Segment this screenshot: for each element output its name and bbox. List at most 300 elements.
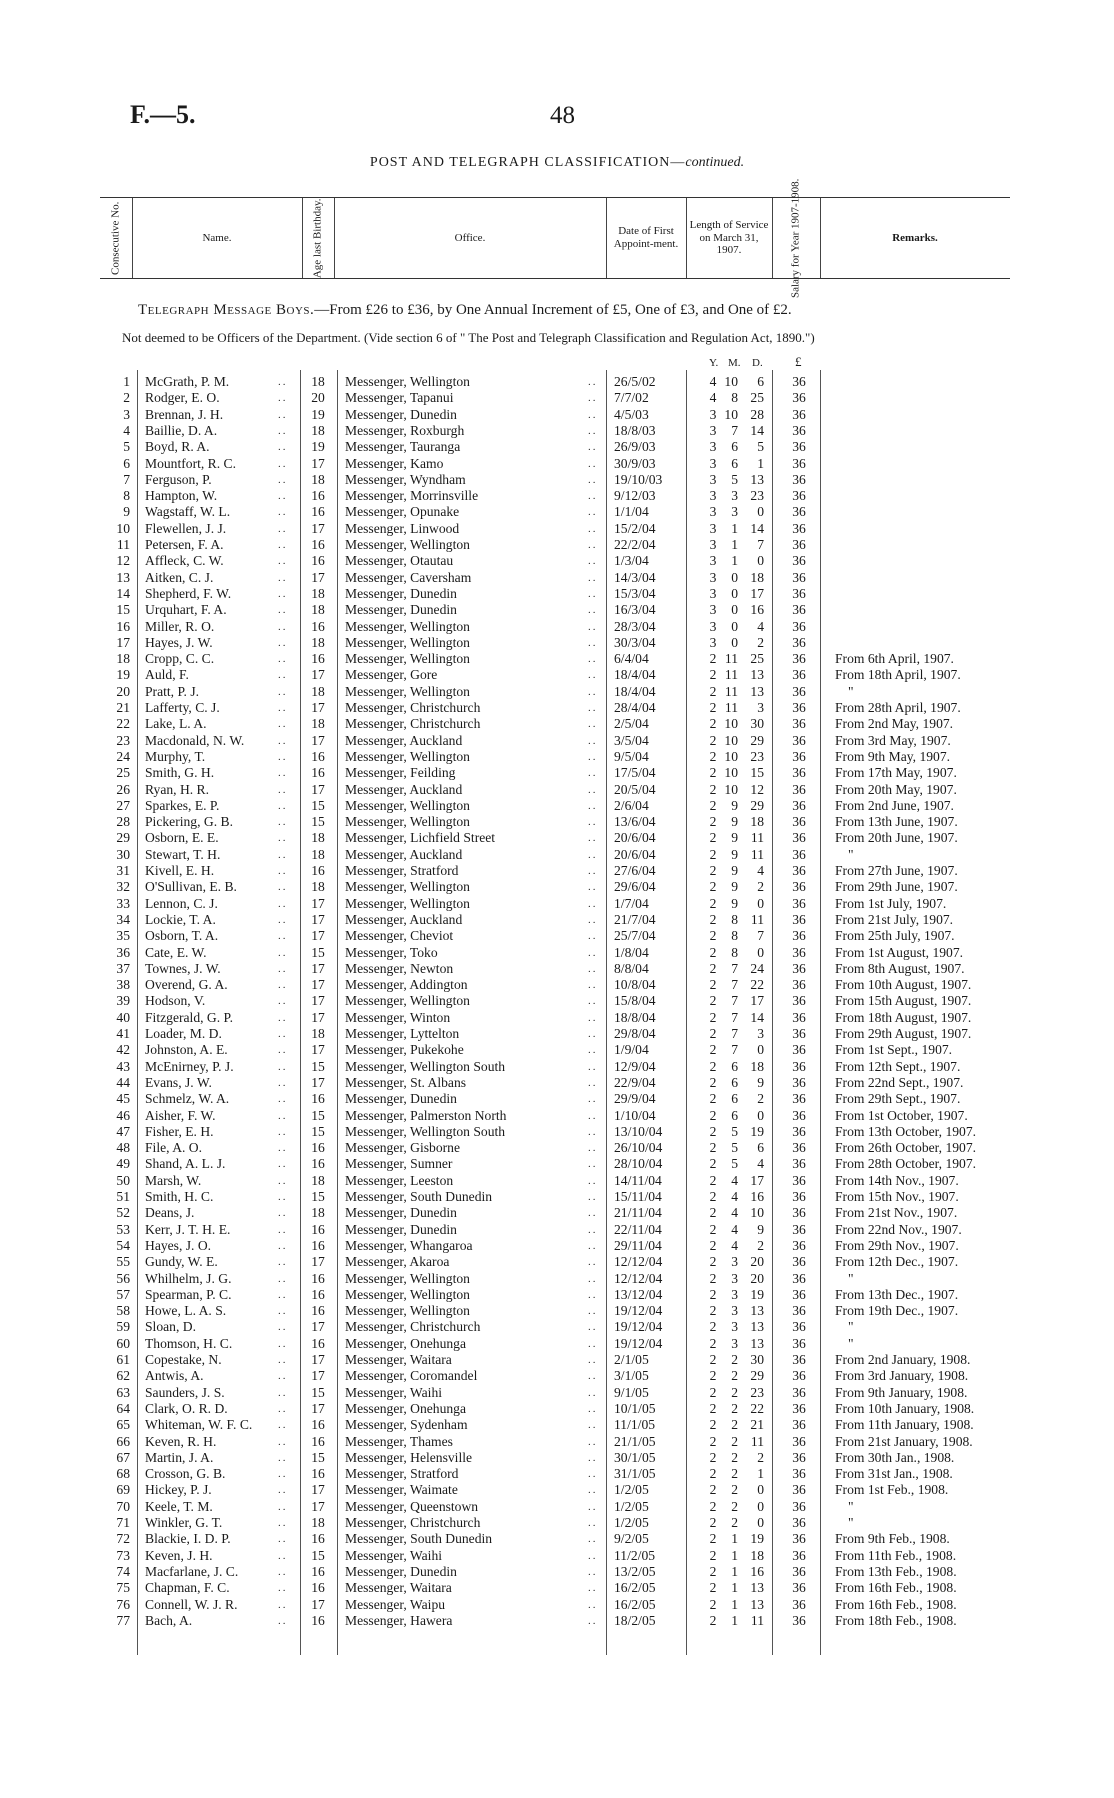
leader-dots: ..: [588, 1207, 598, 1220]
row-days: 19: [750, 1531, 764, 1547]
row-office: Messenger, Tauranga: [345, 439, 461, 455]
row-name: Winkler, G. T.: [145, 1515, 223, 1530]
row-age: 15: [311, 1058, 325, 1074]
row-age: 15: [311, 1384, 325, 1400]
row-remarks: From 22nd Nov., 1907.: [835, 1221, 962, 1237]
row-date: 20/6/04: [614, 830, 656, 846]
row-date: 1/7/04: [614, 895, 649, 911]
row-salary: 36: [792, 830, 806, 846]
table-row: [0, 1417, 1114, 1433]
row-days: 13: [750, 1303, 764, 1319]
row-office: Messenger, Dunedin: [345, 602, 457, 618]
row-office: Messenger, Wellington: [345, 797, 470, 813]
row-office: Messenger, Gore: [345, 667, 438, 683]
row-office: Messenger, Sydenham: [345, 1417, 468, 1433]
row-office: Messenger, Akaroa: [345, 1254, 450, 1270]
row-name: Sparkes, E. P.: [145, 797, 220, 813]
row-name: Murphy, T.: [145, 748, 206, 764]
row-age: 17: [311, 1498, 325, 1514]
row-number: 31: [116, 863, 130, 878]
row-number: 27: [116, 797, 130, 813]
table-row: [0, 456, 1114, 472]
table-row: [0, 1531, 1114, 1547]
row-salary: 36: [792, 1368, 806, 1384]
row-name: Hickey, P. J.: [145, 1482, 212, 1498]
row-office: Messenger, Gisborne: [345, 1140, 460, 1156]
row-salary: 36: [792, 553, 806, 569]
row-remarks: From 21st Nov., 1907.: [835, 1205, 958, 1221]
row-months: 2: [731, 1449, 738, 1465]
row-office: Messenger, Dunedin: [345, 406, 457, 422]
row-number: 26: [116, 781, 130, 797]
leader-dots: ..: [588, 653, 598, 666]
row-office: Messenger, South Dunedin: [345, 1189, 493, 1204]
table-row: [0, 570, 1114, 586]
row-days: 20: [750, 1270, 764, 1286]
row-age: 17: [311, 1009, 325, 1025]
leader-dots: ..: [588, 1093, 598, 1106]
row-office: Messenger, Roxburgh: [345, 422, 465, 438]
row-date: 30/9/03: [614, 455, 656, 471]
row-salary: 36: [792, 1091, 806, 1107]
leader-dots: ..: [278, 1109, 288, 1122]
row-years: 2: [709, 1156, 717, 1172]
row-age: 17: [311, 911, 325, 927]
row-age: 18: [311, 846, 325, 862]
column-header-name: Name.: [202, 231, 232, 244]
row-office: Messenger, Tapanui: [345, 390, 454, 406]
row-salary: 36: [792, 1596, 806, 1612]
row-date: 1/2/05: [614, 1482, 649, 1498]
row-remarks: From 28th October, 1907.: [835, 1156, 977, 1172]
row-months: 1: [731, 1547, 738, 1563]
row-months: 7: [731, 993, 738, 1009]
row-salary: 36: [792, 1237, 806, 1253]
row-office: Messenger, Dunedin: [345, 1205, 457, 1221]
row-years: 3: [709, 439, 717, 455]
row-age: 15: [311, 944, 325, 960]
row-name: Osborn, E. E.: [145, 830, 219, 846]
section-heading-detail: —From £26 to £36, by One Annual Increment of £5, One of £3, and One of £2.: [314, 302, 792, 318]
table-row: [0, 1254, 1114, 1270]
leader-dots: ..: [278, 979, 288, 992]
unit-months: M.: [728, 357, 741, 369]
row-months: 5: [731, 1156, 738, 1172]
row-months: 8: [731, 911, 738, 927]
row-days: 25: [750, 390, 764, 406]
leader-dots: ..: [588, 832, 598, 845]
row-days: 2: [757, 1237, 764, 1253]
leader-dots: ..: [278, 1500, 288, 1513]
row-office: Messenger, Auckland: [345, 911, 463, 927]
row-name: Cate, E. W.: [145, 944, 207, 960]
row-days: 13: [750, 1580, 764, 1596]
row-salary: 36: [792, 1172, 806, 1188]
row-age: 17: [311, 977, 325, 993]
row-date: 20/6/04: [614, 846, 656, 862]
leader-dots: ..: [588, 1419, 598, 1432]
row-years: 2: [709, 1563, 717, 1579]
row-months: 1: [731, 1580, 738, 1596]
row-salary: 36: [792, 1580, 806, 1596]
row-days: 29: [750, 797, 764, 813]
leader-dots: ..: [588, 1125, 598, 1138]
row-days: 13: [750, 667, 764, 683]
leader-dots: ..: [278, 408, 288, 421]
leader-dots: ..: [278, 1354, 288, 1366]
table-row: [0, 1238, 1114, 1254]
row-number: 52: [116, 1205, 130, 1221]
row-age: 16: [311, 1335, 325, 1351]
row-name: Schmelz, W. A.: [145, 1091, 230, 1107]
row-date: 2/5/04: [614, 716, 649, 732]
row-days: 4: [757, 1156, 764, 1172]
row-months: 2: [731, 1498, 738, 1514]
row-number: 22: [116, 716, 130, 732]
row-days: 2: [757, 1091, 764, 1107]
row-age: 16: [311, 765, 325, 781]
row-date: 12/9/04: [614, 1058, 656, 1074]
row-age: 16: [311, 488, 325, 504]
leader-dots: ..: [588, 1500, 598, 1513]
row-remarks: From 29th Sept., 1907.: [835, 1091, 961, 1107]
row-years: 2: [709, 1221, 717, 1237]
row-remarks: From 11th Feb., 1908.: [835, 1547, 957, 1563]
row-name: Marsh, W.: [145, 1172, 202, 1188]
row-months: 3: [731, 1286, 738, 1302]
row-months: 3: [731, 1254, 738, 1270]
row-days: 11: [750, 830, 764, 846]
row-office: Messenger, Lichfield Street: [345, 830, 496, 846]
row-months: 5: [731, 1140, 738, 1156]
leader-dots: ..: [278, 1582, 288, 1595]
table-row: [0, 1515, 1114, 1531]
row-office: Messenger, Lyttelton: [345, 1026, 460, 1041]
row-days: 22: [750, 977, 764, 993]
row-name: Fisher, E. H.: [145, 1123, 214, 1139]
row-number: 66: [116, 1433, 130, 1449]
row-office: Messenger, Newton: [345, 960, 454, 976]
row-number: 58: [116, 1303, 130, 1319]
row-date: 17/5/04: [614, 765, 656, 781]
row-age: 16: [311, 1270, 325, 1286]
table-row: [0, 1042, 1114, 1058]
row-salary: 36: [792, 1531, 806, 1547]
row-years: 2: [709, 1580, 717, 1596]
row-date: 3/5/04: [614, 732, 649, 748]
leader-dots: ..: [588, 1239, 598, 1252]
row-days: 21: [750, 1417, 764, 1433]
row-office: Messenger, Hawera: [345, 1612, 453, 1628]
row-years: 2: [709, 830, 717, 846]
row-name: Macfarlane, J. C.: [145, 1563, 239, 1579]
row-office: Messenger, Wellington: [345, 814, 470, 830]
row-years: 2: [709, 993, 717, 1009]
row-months: 7: [731, 1009, 738, 1025]
table-row: [0, 1173, 1114, 1189]
table-row: [0, 1303, 1114, 1319]
column-header-age: [302, 198, 334, 278]
row-years: 2: [709, 667, 717, 683]
leader-dots: ..: [278, 783, 288, 796]
row-number: 15: [116, 602, 130, 618]
row-office: Messenger, Waimate: [345, 1482, 458, 1498]
row-number: 72: [116, 1531, 130, 1547]
row-salary: 36: [792, 1205, 806, 1221]
row-remarks: From 20th May, 1907.: [835, 781, 957, 797]
leader-dots: ..: [588, 1435, 598, 1448]
row-age: 17: [311, 1482, 325, 1498]
row-remarks: From 2nd June, 1907.: [835, 797, 954, 813]
table-row: [0, 993, 1114, 1009]
row-age: 17: [311, 1400, 325, 1416]
row-salary: 36: [792, 537, 806, 552]
leader-dots: ..: [278, 1386, 288, 1399]
row-salary: 36: [792, 765, 806, 781]
row-age: 17: [311, 520, 325, 536]
leader-dots: ..: [588, 392, 598, 405]
row-years: 3: [709, 488, 717, 504]
row-remarks: From 2nd May, 1907.: [835, 716, 954, 732]
table-row: [0, 863, 1114, 879]
row-remarks: From 13th Feb., 1908.: [835, 1563, 957, 1579]
row-age: 16: [311, 1417, 325, 1433]
row-name: Kivell, E. H.: [145, 863, 215, 878]
row-months: 11: [724, 651, 738, 667]
table-row: [0, 374, 1114, 390]
row-days: 20: [750, 1254, 764, 1270]
row-name: Keven, J. H.: [145, 1547, 213, 1563]
table-row: [0, 716, 1114, 732]
row-date: 1/10/04: [614, 1107, 656, 1123]
row-days: 29: [750, 732, 764, 748]
row-years: 2: [709, 960, 717, 976]
row-number: 42: [116, 1042, 130, 1058]
row-years: 4: [709, 390, 717, 406]
row-office: Messenger, Pukekohe: [345, 1042, 464, 1058]
row-remarks: From 29th August, 1907.: [835, 1026, 972, 1041]
leader-dots: ..: [278, 1011, 288, 1024]
leader-dots: ..: [588, 539, 598, 551]
leader-dots: ..: [278, 1517, 288, 1529]
row-remarks: From 1st Feb., 1908.: [835, 1482, 949, 1498]
row-number: 7: [123, 471, 130, 487]
leader-dots: ..: [278, 881, 288, 894]
row-salary: 36: [792, 488, 806, 504]
row-days: 9: [757, 1221, 764, 1237]
row-years: 2: [709, 1189, 717, 1204]
row-date: 16/2/05: [614, 1580, 656, 1596]
row-date: 29/11/04: [614, 1237, 662, 1253]
row-age: 18: [311, 634, 325, 650]
row-months: 9: [731, 797, 738, 813]
leader-dots: ..: [278, 734, 288, 747]
row-office: Messenger, Thames: [345, 1433, 453, 1449]
row-number: 68: [116, 1466, 130, 1482]
row-number: 20: [116, 683, 130, 699]
row-office: Messenger, Opunake: [345, 504, 460, 520]
row-salary: 36: [792, 374, 806, 389]
row-date: 30/1/05: [614, 1449, 656, 1465]
leader-dots: ..: [588, 473, 598, 486]
row-age: 16: [311, 504, 325, 520]
row-office: Messenger, St. Albans: [345, 1074, 467, 1090]
row-years: 2: [709, 846, 717, 862]
leader-dots: ..: [278, 1044, 288, 1057]
row-name: Urquhart, F. A.: [145, 602, 227, 618]
row-years: 2: [709, 1498, 717, 1514]
row-months: 3: [731, 504, 738, 520]
row-salary: 36: [792, 1449, 806, 1465]
row-remarks: From 13th October, 1907.: [835, 1123, 977, 1139]
leader-dots: ..: [278, 1451, 288, 1464]
row-office: Messenger, Waipu: [345, 1596, 446, 1612]
row-number: 73: [116, 1547, 130, 1563]
row-office: Messenger, Wellington: [345, 374, 470, 389]
row-months: 9: [731, 863, 738, 878]
row-number: 47: [116, 1123, 130, 1139]
leader-dots: ..: [588, 1060, 598, 1073]
row-days: 2: [757, 879, 764, 895]
row-age: 17: [311, 1042, 325, 1058]
row-office: Messenger, Wellington: [345, 537, 470, 552]
row-months: 10: [724, 716, 738, 732]
row-days: 12: [750, 781, 764, 797]
row-name: Chapman, F. C.: [145, 1580, 230, 1596]
leader-dots: ..: [278, 1191, 288, 1203]
row-years: 2: [709, 1303, 717, 1319]
row-days: 19: [750, 1123, 764, 1139]
row-remarks: ": [848, 1270, 854, 1286]
row-name: Boyd, R. A.: [145, 439, 210, 455]
row-date: 26/10/04: [614, 1140, 663, 1156]
table-row: [0, 537, 1114, 553]
column-header-salary: [772, 178, 820, 298]
row-name: Connell, W. J. R.: [145, 1596, 238, 1612]
row-months: 0: [731, 585, 738, 601]
row-months: 4: [731, 1205, 738, 1221]
row-months: 1: [731, 520, 738, 536]
leader-dots: ..: [588, 1142, 598, 1155]
row-years: 3: [709, 585, 717, 601]
table-row: [0, 1124, 1114, 1140]
row-age: 16: [311, 1091, 325, 1107]
row-date: 11/2/05: [614, 1547, 656, 1563]
row-office: Messenger, Stratford: [345, 1466, 459, 1482]
leader-dots: ..: [588, 555, 598, 568]
leader-dots: ..: [278, 1239, 288, 1252]
unit-days: D.: [752, 357, 763, 369]
leader-dots: ..: [588, 995, 598, 1008]
row-age: 17: [311, 700, 325, 715]
row-remarks: From 8th August, 1907.: [835, 960, 965, 976]
row-date: 1/8/04: [614, 944, 649, 960]
row-name: Hampton, W.: [145, 488, 218, 504]
row-days: 29: [750, 1368, 764, 1384]
row-days: 18: [750, 1547, 764, 1563]
row-office: Messenger, Wellington: [345, 618, 470, 634]
row-age: 16: [311, 1531, 325, 1547]
row-number: 6: [123, 455, 130, 471]
row-months: 11: [724, 667, 738, 683]
row-number: 25: [116, 765, 130, 781]
row-age: 18: [311, 1205, 325, 1221]
row-days: 2: [757, 634, 764, 650]
table-row: [0, 1352, 1114, 1368]
table-row: [0, 765, 1114, 781]
row-days: 0: [757, 1515, 764, 1530]
row-months: 2: [731, 1433, 738, 1449]
row-number: 11: [116, 537, 130, 552]
row-days: 0: [757, 504, 764, 520]
row-name: Affleck, C. W.: [145, 553, 224, 569]
leader-dots: ..: [588, 816, 598, 829]
row-remarks: ": [848, 1335, 854, 1351]
row-office: Messenger, Caversham: [345, 569, 472, 585]
row-years: 2: [709, 1205, 717, 1221]
leader-dots: ..: [588, 1402, 598, 1415]
row-years: 3: [709, 504, 717, 520]
row-date: 1/1/04: [614, 504, 649, 520]
table-row: [0, 1287, 1114, 1303]
row-number: 37: [116, 960, 130, 976]
row-name: File, A. O.: [145, 1140, 203, 1156]
table-row: [0, 439, 1114, 455]
row-date: 12/12/04: [614, 1270, 663, 1286]
row-number: 30: [116, 846, 130, 862]
leader-dots: ..: [278, 424, 288, 437]
row-remarks: From 6th April, 1907.: [835, 651, 954, 667]
row-age: 16: [311, 1303, 325, 1319]
table-row: [0, 651, 1114, 667]
row-name: Loader, M. D.: [145, 1026, 222, 1041]
row-office: Messenger, Stratford: [345, 863, 459, 878]
row-remarks: From 3rd May, 1907.: [835, 732, 951, 748]
row-years: 2: [709, 765, 717, 781]
row-days: 13: [750, 683, 764, 699]
row-salary: 36: [792, 732, 806, 748]
row-years: 3: [709, 422, 717, 438]
row-number: 18: [116, 651, 130, 667]
table-row: [0, 912, 1114, 928]
leader-dots: ..: [588, 1076, 598, 1089]
row-age: 16: [311, 1563, 325, 1579]
row-salary: 36: [792, 993, 806, 1009]
row-date: 1/9/04: [614, 1042, 649, 1058]
row-salary: 36: [792, 1286, 806, 1302]
row-salary: 36: [792, 977, 806, 993]
row-days: 23: [750, 748, 764, 764]
row-years: 2: [709, 1270, 717, 1286]
row-years: 2: [709, 1449, 717, 1465]
header-bottom-rule: [100, 278, 1010, 279]
row-salary: 36: [792, 1270, 806, 1286]
row-number: 1: [123, 374, 130, 389]
row-age: 20: [311, 390, 325, 406]
row-salary: 36: [792, 1009, 806, 1025]
table-row: [0, 1091, 1114, 1107]
row-remarks: From 16th Feb., 1908.: [835, 1580, 957, 1596]
row-age: 18: [311, 585, 325, 601]
leader-dots: ..: [588, 979, 598, 992]
row-number: 77: [116, 1612, 130, 1628]
leader-dots: ..: [278, 1223, 288, 1236]
leader-dots: ..: [588, 1028, 598, 1040]
table-row: [0, 977, 1114, 993]
leader-dots: ..: [278, 392, 288, 405]
row-years: 2: [709, 1172, 717, 1188]
row-months: 2: [731, 1515, 738, 1530]
